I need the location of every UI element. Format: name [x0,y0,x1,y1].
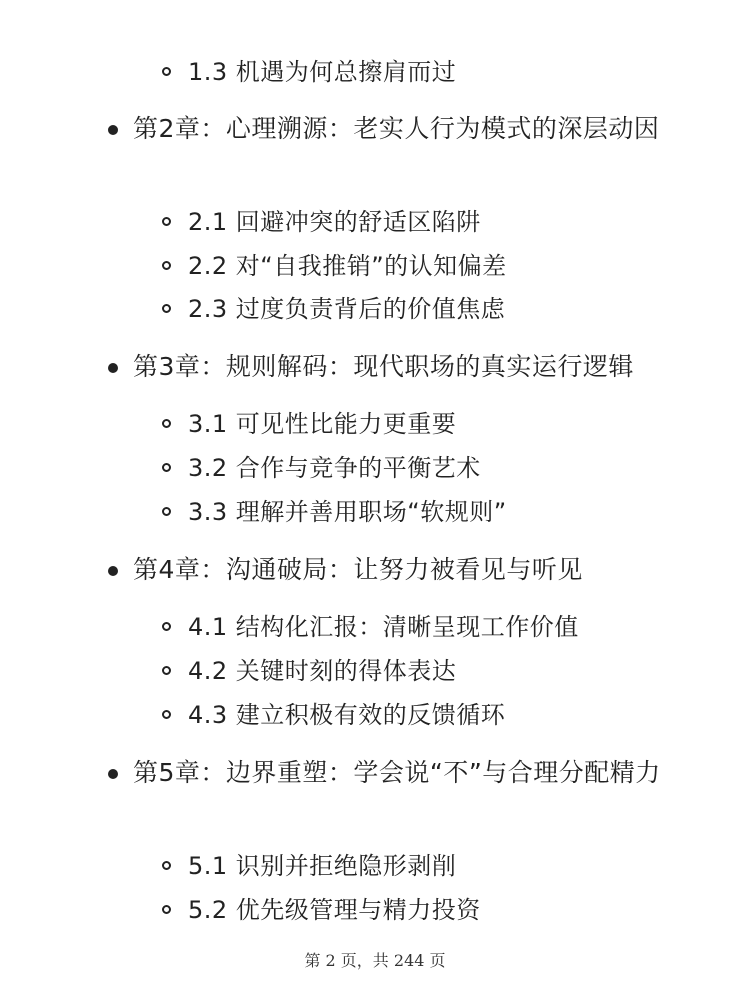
hollow-bullet-icon [162,710,171,719]
toc-section-text: 4.2 关键时刻的得体表达 [188,657,457,685]
filled-bullet-icon [108,769,118,779]
toc-section-text: 4.3 建立积极有效的反馈循环 [188,701,506,729]
filled-bullet-icon [108,125,118,135]
hollow-bullet-icon [162,67,171,76]
toc-chapter-text: 第2章：心理溯源：老实人行为模式的深层动因 [133,114,660,143]
hollow-bullet-icon [162,261,171,270]
toc-section-text: 1.3 机遇为何总擦肩而过 [188,58,457,86]
hollow-bullet-icon [162,463,171,472]
hollow-bullet-icon [162,666,171,675]
hollow-bullet-icon [162,905,171,914]
page-number-footer: 第 2 页，共 244 页 [304,951,446,970]
hollow-bullet-icon [162,304,171,313]
filled-bullet-icon [108,566,118,576]
toc-section-text: 5.1 识别并拒绝隐形剥削 [188,852,457,880]
toc-section-text: 2.3 过度负责背后的价值焦虑 [188,295,506,323]
toc-chapter-text: 第4章：沟通破局：让努力被看见与听见 [133,555,583,584]
toc-section-text: 3.3 理解并善用职场“软规则” [188,498,507,526]
hollow-bullet-icon [162,217,171,226]
hollow-bullet-icon [162,622,171,631]
toc-section-text: 3.2 合作与竞争的平衡艺术 [188,454,481,482]
toc-section-text: 2.1 回避冲突的舒适区陷阱 [188,208,481,236]
hollow-bullet-icon [162,861,171,870]
hollow-bullet-icon [162,419,171,428]
toc-section-text: 5.2 优先级管理与精力投资 [188,896,481,924]
hollow-bullet-icon [162,507,171,516]
toc-section-text: 2.2 对“自我推销”的认知偏差 [188,252,507,280]
filled-bullet-icon [108,363,118,373]
toc-chapter-text: 第5章：边界重塑：学会说“不”与合理分配精力 [133,758,661,787]
toc-section-text: 4.1 结构化汇报：清晰呈现工作价值 [188,613,579,641]
toc-section-text: 3.1 可见性比能力更重要 [188,410,457,438]
toc-chapter-text: 第3章：规则解码：现代职场的真实运行逻辑 [133,352,634,381]
